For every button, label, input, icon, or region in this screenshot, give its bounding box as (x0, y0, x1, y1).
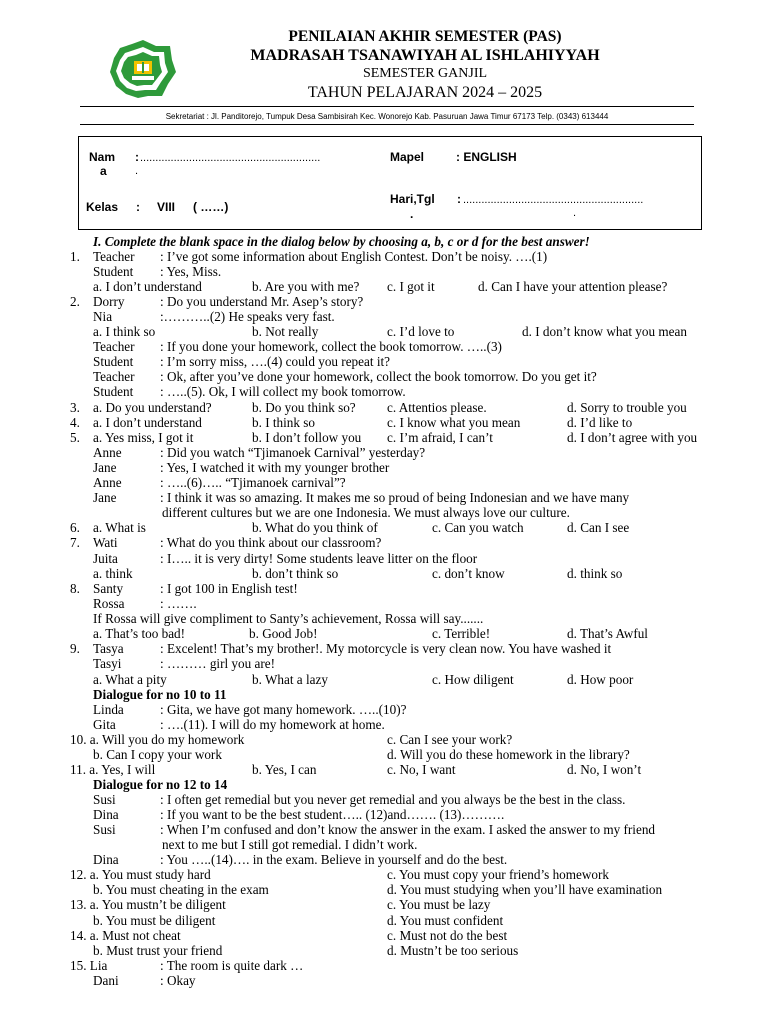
exam-line-9-part-0: Teacher (93, 369, 135, 384)
exam-line-38-part-1: : If you want to be the best student….. (12)and……. (13)………. (160, 807, 505, 822)
exam-line-13-part-2: b. I don’t follow you (252, 430, 362, 445)
exam-line-44-part-1: c. You must be lazy (387, 897, 491, 912)
exam-line-5-part-1: :………..(2) He speaks very fast. (160, 309, 335, 324)
exam-line-8-part-1: : I’m sorry miss, ….(4) could you repeat it? (160, 354, 390, 369)
hari-colon: : (457, 192, 461, 206)
exam-line-26-part-0: a. That’s too bad! (93, 626, 186, 641)
exam-line-6-part-1: b. Not really (252, 324, 319, 339)
exam-line-18-part-0: different cultures but we are one Indonesia. We must always love our culture. (162, 505, 570, 520)
exam-line-12-part-1: a. I don’t understand (93, 415, 202, 430)
exam-line-3-part-3: d. Can I have your attention please? (478, 279, 668, 294)
exam-line-2-part-0: Student (93, 264, 134, 279)
exam-line-3-part-0: a. I don’t understand (93, 279, 202, 294)
exam-line-46-part-1: c. Must not do the best (387, 928, 508, 943)
exam-line-27-part-1: Tasya (93, 641, 124, 656)
exam-line-26-part-1: b. Good Job! (249, 626, 318, 641)
exam-line-45-part-1: d. You must confident (387, 913, 504, 928)
kelas-value: VIII (157, 200, 176, 214)
exam-line-17-part-1: : I think it was so amazing. It makes me so proud of being Indonesian and we have many (160, 490, 630, 505)
exam-line-20-part-2: : What do you think about our classroom? (160, 535, 382, 550)
exam-line-30-part-0: Dialogue for no 10 to 11 (93, 687, 227, 702)
exam-line-10-part-1: : …..(5). Ok, I will collect my book tomorrow. (160, 384, 406, 399)
exam-line-6-part-3: d. I don’t know what you mean (522, 324, 687, 339)
exam-line-16-part-0: Anne (93, 475, 122, 490)
exam-line-13-part-3: c. I’m afraid, I can’t (387, 430, 493, 445)
exam-line-37-part-1: : I often get remedial but you never get remedial and you always be the best in the class. (160, 792, 626, 807)
exam-line-10-part-0: Student (93, 384, 134, 399)
exam-line-25-part-0: If Rossa will give compliment to Santy’s achievement, Rossa will say....... (93, 611, 484, 626)
exam-line-29-part-2: c. How diligent (432, 672, 514, 687)
exam-line-40-part-0: next to me but I still got remedial. I didn’t work. (162, 837, 418, 852)
hari-label-wrap: . (410, 207, 414, 221)
exam-line-2-part-1: : Yes, Miss. (160, 264, 222, 279)
exam-line-14-part-0: Anne (93, 445, 122, 460)
exam-line-9-part-1: : Ok, after you’ve done your homework, collect the book tomorrow. Do you get it? (160, 369, 597, 384)
exam-line-19-part-4: d. Can I see (567, 520, 630, 535)
mapel-value: : ENGLISH (456, 150, 517, 164)
exam-line-41-part-1: : You …..(14)…. in the exam. Believe in yourself and do the best. (160, 852, 508, 867)
exam-line-21-part-1: : I….. it is very dirty! Some students leave litter on the floor (160, 551, 478, 566)
exam-line-23-part-2: : I got 100 in English test! (160, 581, 298, 596)
exam-line-27-part-0: 9. (70, 641, 80, 656)
exam-line-24-part-0: Rossa (93, 596, 125, 611)
header-title-pas: PENILAIAN AKHIR SEMESTER (PAS) (288, 28, 562, 45)
exam-line-13-part-4: d. I don’t agree with you (567, 430, 698, 445)
exam-line-26-part-2: c. Terrible! (432, 626, 491, 641)
exam-line-1-part-1: Teacher (93, 249, 135, 264)
exam-line-19-part-2: b. What do you think of (252, 520, 378, 535)
exam-line-24-part-1: : ……. (160, 596, 197, 611)
exam-line-22-part-1: b. don’t think so (252, 566, 339, 581)
exam-line-49-part-1: : Okay (160, 973, 196, 988)
kelas-paren[interactable]: ( ……) (193, 200, 229, 214)
exam-line-39-part-0: Susi (93, 822, 116, 837)
header-academic-year: TAHUN PELAJARAN 2024 – 2025 (307, 84, 543, 101)
exam-line-20-part-1: Wati (93, 535, 118, 550)
exam-line-22-part-2: c. don’t know (432, 566, 505, 581)
exam-line-42-part-1: c. You must copy your friend’s homework (387, 867, 609, 882)
exam-line-33-part-0: 10. a. Will you do my homework (70, 732, 245, 747)
exam-line-19-part-1: a. What is (93, 520, 146, 535)
exam-line-0-part-0: I. Complete the blank space in the dialog below by choosing a, b, c or d for the best answer! (93, 234, 590, 249)
exam-line-31-part-0: Linda (93, 702, 124, 717)
exam-line-35-part-3: d. No, I won’t (567, 762, 642, 777)
exam-line-28-part-0: Tasyi (93, 656, 122, 671)
exam-line-22-part-3: d. think so (567, 566, 623, 581)
exam-line-33-part-1: c. Can I see your work? (387, 732, 513, 747)
exam-line-47-part-1: d. Mustn’t be too serious (387, 943, 519, 958)
nama-fill-dot: . (135, 165, 139, 177)
nama-colon: : (135, 150, 139, 164)
exam-line-11-part-0: 3. (70, 400, 80, 415)
exam-line-13-part-1: a. Yes miss, I got it (93, 430, 194, 445)
mapel-label: Mapel (390, 150, 425, 164)
exam-line-29-part-3: d. How poor (567, 672, 634, 687)
exam-line-11-part-3: c. Attentios please. (387, 400, 487, 415)
exam-line-3-part-2: c. I got it (387, 279, 435, 294)
exam-line-27-part-2: : Excelent! That’s my brother!. My motorcycle is very clean now. You have washed it (160, 641, 612, 656)
hari-fill-line[interactable]: ........................................................... (463, 194, 644, 206)
hari-fill-dot: . (573, 207, 577, 219)
exam-line-23-part-1: Santy (93, 581, 124, 596)
exam-line-7-part-1: : If you done your homework, collect the book tomorrow. …..(3) (160, 339, 502, 354)
exam-line-15-part-0: Jane (93, 460, 117, 475)
nama-label-wrap: a (100, 164, 107, 178)
exam-line-49-part-0: Dani (93, 973, 119, 988)
exam-line-23-part-0: 8. (70, 581, 80, 596)
exam-line-43-part-0: b. You must cheating in the exam (93, 882, 269, 897)
exam-line-44-part-0: 13. a. You mustn’t be diligent (70, 897, 226, 912)
exam-line-47-part-0: b. Must trust your friend (93, 943, 223, 958)
exam-line-26-part-3: d. That’s Awful (567, 626, 648, 641)
exam-line-39-part-1: : When I’m confused and don’t know the answer in the exam. I asked the answer to my friend (160, 822, 656, 837)
exam-line-32-part-0: Gita (93, 717, 116, 732)
exam-line-46-part-0: 14. a. Must not cheat (70, 928, 181, 943)
header-rule-top (80, 106, 694, 107)
exam-line-12-part-3: c. I know what you mean (387, 415, 521, 430)
nama-label: Nam (89, 150, 116, 164)
exam-line-11-part-4: d. Sorry to trouble you (567, 400, 687, 415)
exam-line-11-part-2: b. Do you think so? (252, 400, 356, 415)
exam-line-14-part-1: : Did you watch “Tjimanoek Carnival” yesterday? (160, 445, 426, 460)
header-address: Sekretariat : Jl. Panditorejo, Tumpuk Desa Sambisirah Kec. Wonorejo Kab. Pasuruan Jawa Timur 67173 Telp. (0343) 613444 (165, 112, 609, 121)
exam-line-29-part-0: a. What a pity (93, 672, 167, 687)
exam-line-12-part-0: 4. (70, 415, 80, 430)
exam-line-48-part-1: : The room is quite dark … (160, 958, 304, 973)
header-school-name: MADRASAH TSANAWIYAH AL ISHLAHIYYAH (250, 47, 600, 64)
exam-line-5-part-0: Nia (93, 309, 113, 324)
exam-line-4-part-0: 2. (70, 294, 80, 309)
exam-line-45-part-0: b. You must be diligent (93, 913, 216, 928)
hari-label: Hari,Tgl (390, 192, 435, 206)
exam-line-29-part-1: b. What a lazy (252, 672, 328, 687)
exam-line-22-part-0: a. think (93, 566, 133, 581)
exam-line-11-part-1: a. Do you understand? (93, 400, 212, 415)
exam-line-35-part-2: c. No, I want (387, 762, 456, 777)
exam-line-34-part-1: d. Will you do these homework in the library? (387, 747, 630, 762)
logo-emblem-shape (110, 40, 176, 98)
exam-line-32-part-1: : ….(11). I will do my homework at home. (160, 717, 385, 732)
exam-line-41-part-0: Dina (93, 852, 119, 867)
exam-line-38-part-0: Dina (93, 807, 119, 822)
header-rule-bottom (80, 124, 694, 125)
exam-line-4-part-1: Dorry (93, 294, 125, 309)
exam-line-48-part-0: 15. Lia (70, 958, 108, 973)
exam-line-1-part-0: 1. (70, 249, 80, 264)
exam-line-6-part-2: c. I’d love to (387, 324, 455, 339)
school-logo (108, 38, 178, 100)
exam-line-36-part-0: Dialogue for no 12 to 14 (93, 777, 228, 792)
kelas-colon: : (136, 200, 140, 214)
exam-line-3-part-1: b. Are you with me? (252, 279, 360, 294)
exam-line-20-part-0: 7. (70, 535, 80, 550)
exam-line-31-part-1: : Gita, we have got many homework. …..(10)? (160, 702, 407, 717)
exam-line-42-part-0: 12. a. You must study hard (70, 867, 211, 882)
exam-line-12-part-2: b. I think so (252, 415, 316, 430)
exam-line-12-part-4: d. I’d like to (567, 415, 633, 430)
exam-line-6-part-0: a. I think so (93, 324, 156, 339)
exam-line-8-part-0: Student (93, 354, 134, 369)
exam-line-7-part-0: Teacher (93, 339, 135, 354)
exam-line-19-part-3: c. Can you watch (432, 520, 524, 535)
header-semester: SEMESTER GANJIL (362, 66, 488, 81)
nama-fill-line[interactable]: ........................................................... (140, 152, 321, 164)
exam-line-19-part-0: 6. (70, 520, 80, 535)
exam-line-37-part-0: Susi (93, 792, 116, 807)
exam-line-13-part-0: 5. (70, 430, 80, 445)
exam-line-34-part-0: b. Can I copy your work (93, 747, 222, 762)
exam-line-28-part-1: : ……… girl you are! (160, 656, 275, 671)
exam-line-43-part-1: d. You must studying when you’ll have examination (387, 882, 663, 897)
exam-line-1-part-2: : I’ve got some information about English Contest. Don’t be noisy. ….(1) (160, 249, 548, 264)
exam-line-15-part-1: : Yes, I watched it with my younger brother (160, 460, 390, 475)
exam-line-35-part-0: 11. a. Yes, I will (70, 762, 156, 777)
kelas-label: Kelas (86, 200, 119, 214)
exam-line-35-part-1: b. Yes, I can (252, 762, 317, 777)
exam-line-21-part-0: Juita (93, 551, 118, 566)
exam-line-16-part-1: : …..(6)….. “Tjimanoek carnival”? (160, 475, 346, 490)
exam-line-4-part-2: : Do you understand Mr. Asep’s story? (160, 294, 364, 309)
exam-line-17-part-0: Jane (93, 490, 117, 505)
